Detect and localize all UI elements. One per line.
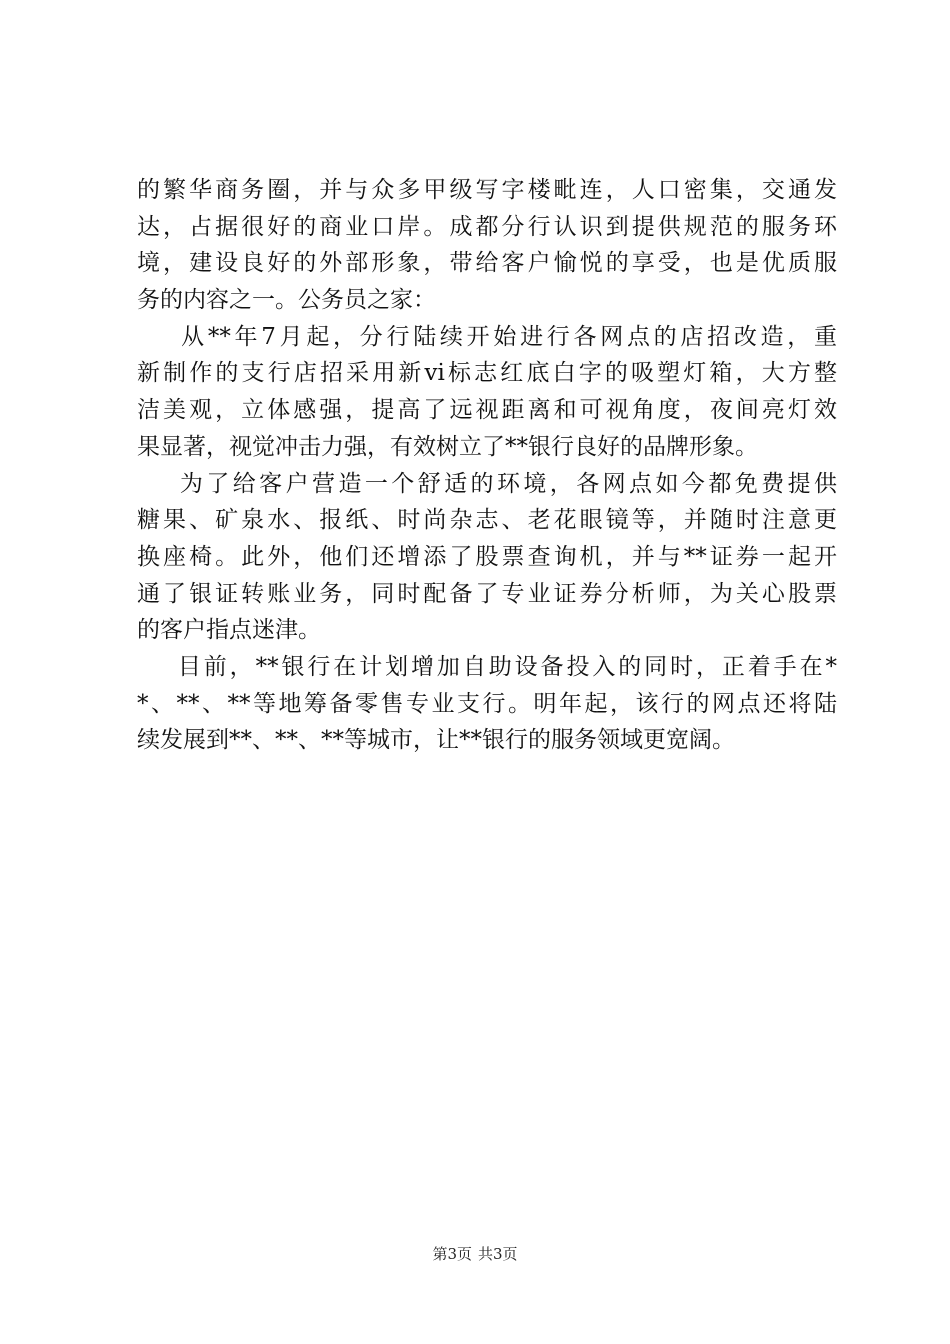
text-line: 的客户指点迷津。 bbox=[137, 617, 321, 644]
text-line: 务的内容之一。公务员之家： bbox=[137, 287, 436, 314]
text-line: 新制作的支行店招采用新vi标志红底白字的吸塑灯箱，大方整 bbox=[137, 360, 837, 387]
text-line: 糖果、矿泉水、报纸、时尚杂志、老花眼镜等，并随时注意更 bbox=[137, 507, 837, 534]
text-line: 洁美观，立体感强，提高了远视距离和可视角度，夜间亮灯效 bbox=[137, 397, 837, 424]
body-text bbox=[137, 172, 837, 759]
text-line: 目前，**银行在计划增加自助设备投入的同时，正着手在* bbox=[137, 653, 837, 680]
text-line: 果显著，视觉冲击力强，有效树立了**银行良好的品牌形象。 bbox=[137, 433, 758, 460]
text-line: 续发展到**、**、**等城市，让**银行的服务领域更宽阔。 bbox=[137, 727, 735, 754]
page-total: 共3页 bbox=[478, 1245, 518, 1263]
text-line: 境，建设良好的外部形象，带给客户愉悦的享受，也是优质服 bbox=[137, 250, 837, 277]
text-line: 达，占据很好的商业口岸。成都分行认识到提供规范的服务环 bbox=[137, 213, 837, 240]
page-number: 第3页 bbox=[432, 1245, 472, 1263]
text-line: 通了银证转账业务，同时配备了专业证券分析师，为关心股票 bbox=[137, 580, 837, 607]
text-line: 为了给客户营造一个舒适的环境，各网点如今都免费提供 bbox=[137, 470, 837, 497]
text-line: *、**、**等地筹备零售专业支行。明年起，该行的网点还将陆 bbox=[137, 690, 837, 717]
text-line: 从**年7月起，分行陆续开始进行各网点的店招改造，重 bbox=[137, 323, 837, 350]
page-footer bbox=[0, 1244, 950, 1264]
text-line: 换座椅。此外，他们还增添了股票查询机，并与**证券一起开 bbox=[137, 543, 837, 570]
text-line: 的繁华商务圈，并与众多甲级写字楼毗连，人口密集，交通发 bbox=[137, 177, 837, 203]
